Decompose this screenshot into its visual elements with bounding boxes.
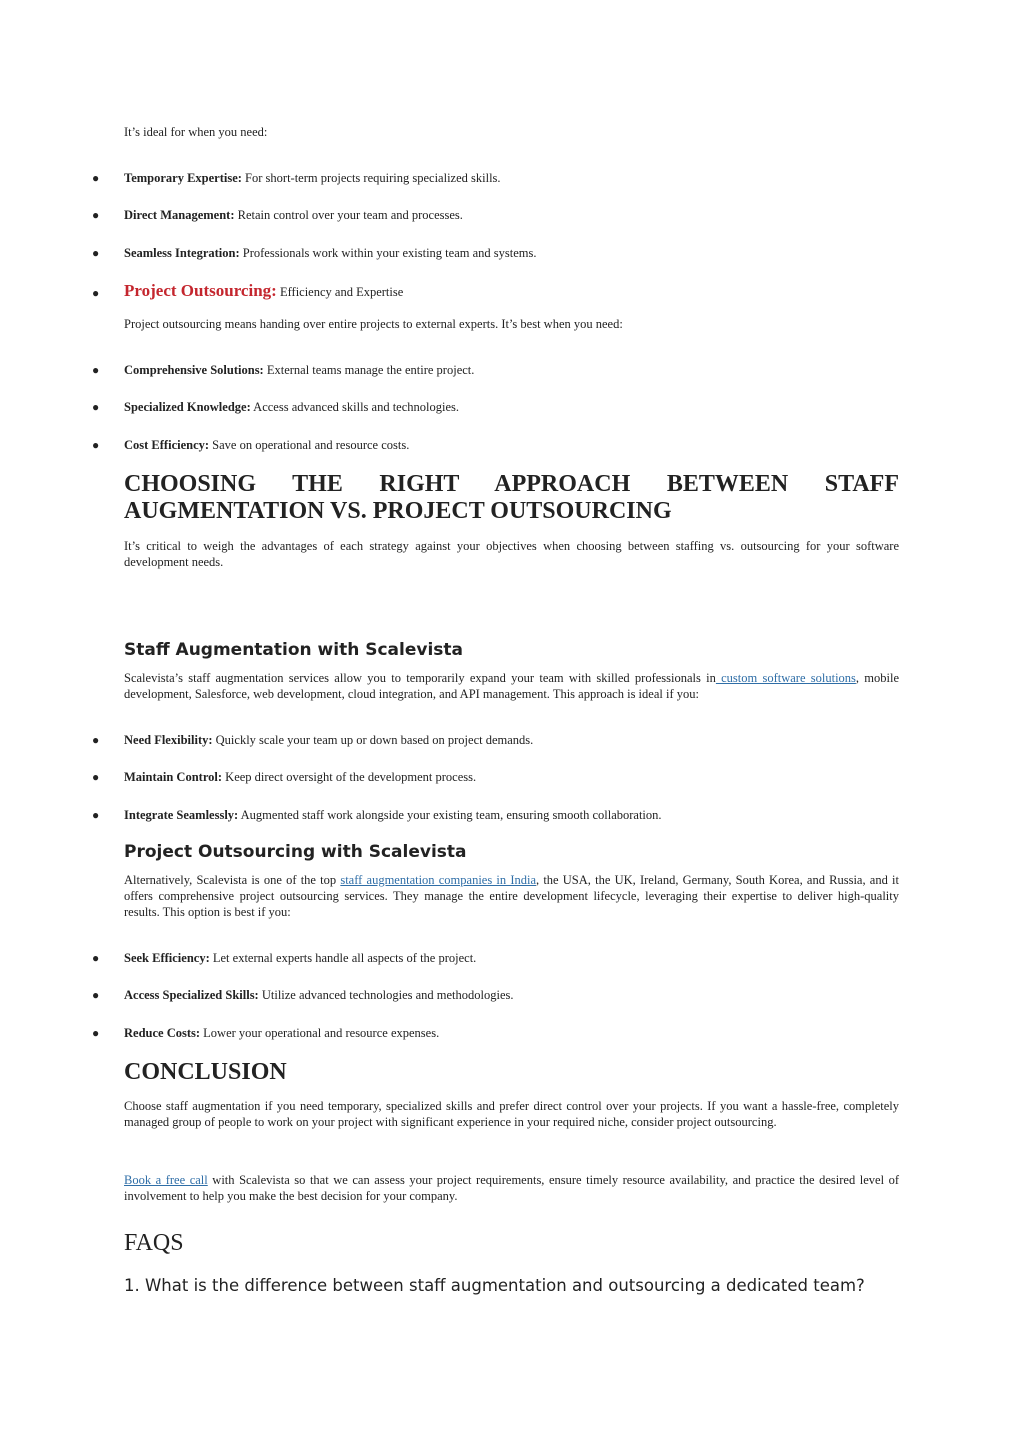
list-item-text: Keep direct oversight of the development process. bbox=[222, 770, 477, 784]
project-outsourcing-heading: Project Outsourcing with Scalevista bbox=[124, 842, 467, 862]
list-item bbox=[92, 1025, 899, 1041]
bullet-icon: ● bbox=[92, 208, 100, 222]
bullet-icon: ● bbox=[92, 438, 100, 452]
bullet-icon: ● bbox=[92, 363, 100, 377]
project-outsourcing-label: Project Outsourcing: bbox=[124, 281, 277, 300]
faq-question: 1. What is the difference between staff augmentation and outsourcing a dedicated team? bbox=[124, 1276, 865, 1295]
list-item-label: Seamless Integration: bbox=[124, 246, 240, 260]
list-item-label: Cost Efficiency: bbox=[124, 438, 210, 452]
list-item bbox=[92, 362, 899, 378]
list-item bbox=[92, 807, 899, 823]
list-item-label: Reduce Costs: bbox=[124, 1026, 201, 1040]
bullet-icon: ● bbox=[92, 286, 100, 300]
book-free-call-link[interactable]: Book a free call bbox=[124, 1173, 208, 1187]
list-item-text: Augmented staff work alongside your existing team, ensuring smooth collaboration. bbox=[238, 808, 662, 822]
list-item-label: Access Specialized Skills: bbox=[124, 988, 259, 1002]
list-item-text: Professionals work within your existing team and systems. bbox=[239, 246, 537, 260]
list-item bbox=[92, 170, 899, 186]
list-item-text: Access advanced skills and technologies. bbox=[250, 400, 460, 414]
staff-augmentation-heading: Staff Augmentation with Scalevista bbox=[124, 640, 464, 660]
list-item bbox=[92, 950, 899, 966]
paragraph-text: Scalevista’s staff augmentation services allow you to temporarily expand your team with skilled professionals in bbox=[124, 671, 716, 685]
bullet-icon: ● bbox=[92, 400, 100, 414]
staff-augmentation-companies-link[interactable]: staff augmentation companies in India bbox=[340, 873, 536, 887]
bullet-icon: ● bbox=[92, 770, 100, 784]
bullet-icon: ● bbox=[92, 733, 100, 747]
bullet-icon: ● bbox=[92, 171, 100, 185]
project-outsourcing-paragraph bbox=[124, 872, 899, 920]
list-item-text: Lower your operational and resource expenses. bbox=[200, 1026, 440, 1040]
list-item bbox=[92, 437, 899, 453]
conclusion-paragraph: Choose staff augmentation if you need temporary, specialized skills and prefer direct control over your projects. If you want a hassle-free, completely managed group of people to work on your project with significant experience in your required niche, consider project outsourcing. bbox=[124, 1099, 899, 1129]
list-item-text: External teams manage the entire project. bbox=[263, 363, 475, 377]
list-item bbox=[92, 769, 899, 785]
choosing-paragraph: It’s critical to weigh the advantages of each strategy against your objectives when choosing between staffing vs. outsourcing for your software development needs. bbox=[124, 539, 899, 569]
paragraph-text: Alternatively, Scalevista is one of the top bbox=[124, 873, 341, 887]
list-item-text: Utilize advanced technologies and methodologies. bbox=[258, 988, 514, 1002]
bullet-icon: ● bbox=[92, 246, 100, 260]
list-item-text: Quickly scale your team up or down based on project demands. bbox=[212, 733, 534, 747]
list-item bbox=[92, 399, 899, 415]
intro-line: It’s ideal for when you need: bbox=[124, 125, 268, 139]
list-item-label: Temporary Expertise: bbox=[124, 171, 242, 185]
list-item bbox=[92, 987, 899, 1003]
list-item-label: Specialized Knowledge: bbox=[124, 400, 251, 414]
list-item-text: Efficiency and Expertise bbox=[276, 285, 404, 299]
project-outsourcing-description: Project outsourcing means handing over entire projects to external experts. It’s best when you need: bbox=[124, 317, 623, 331]
list-item-label: Integrate Seamlessly: bbox=[124, 808, 239, 822]
faqs-heading: FAQS bbox=[124, 1230, 184, 1256]
bullet-icon: ● bbox=[92, 1026, 100, 1040]
bullet-icon: ● bbox=[92, 988, 100, 1002]
bullet-icon: ● bbox=[92, 808, 100, 822]
choosing-heading-line-2: AUGMENTATION VS. PROJECT OUTSOURCING bbox=[124, 498, 672, 524]
list-item bbox=[92, 732, 899, 748]
list-item-text: For short-term projects requiring specialized skills. bbox=[241, 171, 501, 185]
call-to-action-paragraph bbox=[124, 1172, 899, 1204]
list-item-text: Save on operational and resource costs. bbox=[209, 438, 410, 452]
list-item-text: Let external experts handle all aspects of the project. bbox=[209, 951, 477, 965]
paragraph-text: with Scalevista so that we can assess your project requirements, ensure timely resource availability, and practice the desired level of involvement to help you make the best decision for your company. bbox=[124, 1173, 900, 1203]
list-item-label: Maintain Control: bbox=[124, 770, 223, 784]
custom-software-solutions-link[interactable]: custom software solutions bbox=[715, 671, 856, 685]
list-item-label: Direct Management: bbox=[124, 208, 235, 222]
list-item-project-outsourcing bbox=[92, 281, 899, 302]
bullet-icon: ● bbox=[92, 951, 100, 965]
list-item-label: Comprehensive Solutions: bbox=[124, 363, 264, 377]
list-item bbox=[92, 207, 899, 223]
paragraph-text: , mobile development, Salesforce, web development, cloud integration, and API management. This approach is ideal if you: bbox=[124, 671, 900, 701]
staff-augmentation-paragraph bbox=[124, 670, 899, 702]
choosing-heading-line-1: CHOOSING THE RIGHT APPROACH BETWEEN STAFF bbox=[124, 471, 899, 497]
conclusion-heading: CONCLUSION bbox=[124, 1059, 287, 1085]
list-item-label: Seek Efficiency: bbox=[124, 951, 210, 965]
paragraph-text: , the USA, the UK, Ireland, Germany, South Korea, and Russia, and it offers comprehensive project outsourcing services. They manage the entire development lifecycle, leveraging their expertise to deliver high-quality results. This option is best if you: bbox=[124, 873, 899, 919]
list-item-label: Need Flexibility: bbox=[124, 733, 213, 747]
list-item bbox=[92, 245, 899, 261]
list-item-text: Retain control over your team and processes. bbox=[234, 208, 463, 222]
